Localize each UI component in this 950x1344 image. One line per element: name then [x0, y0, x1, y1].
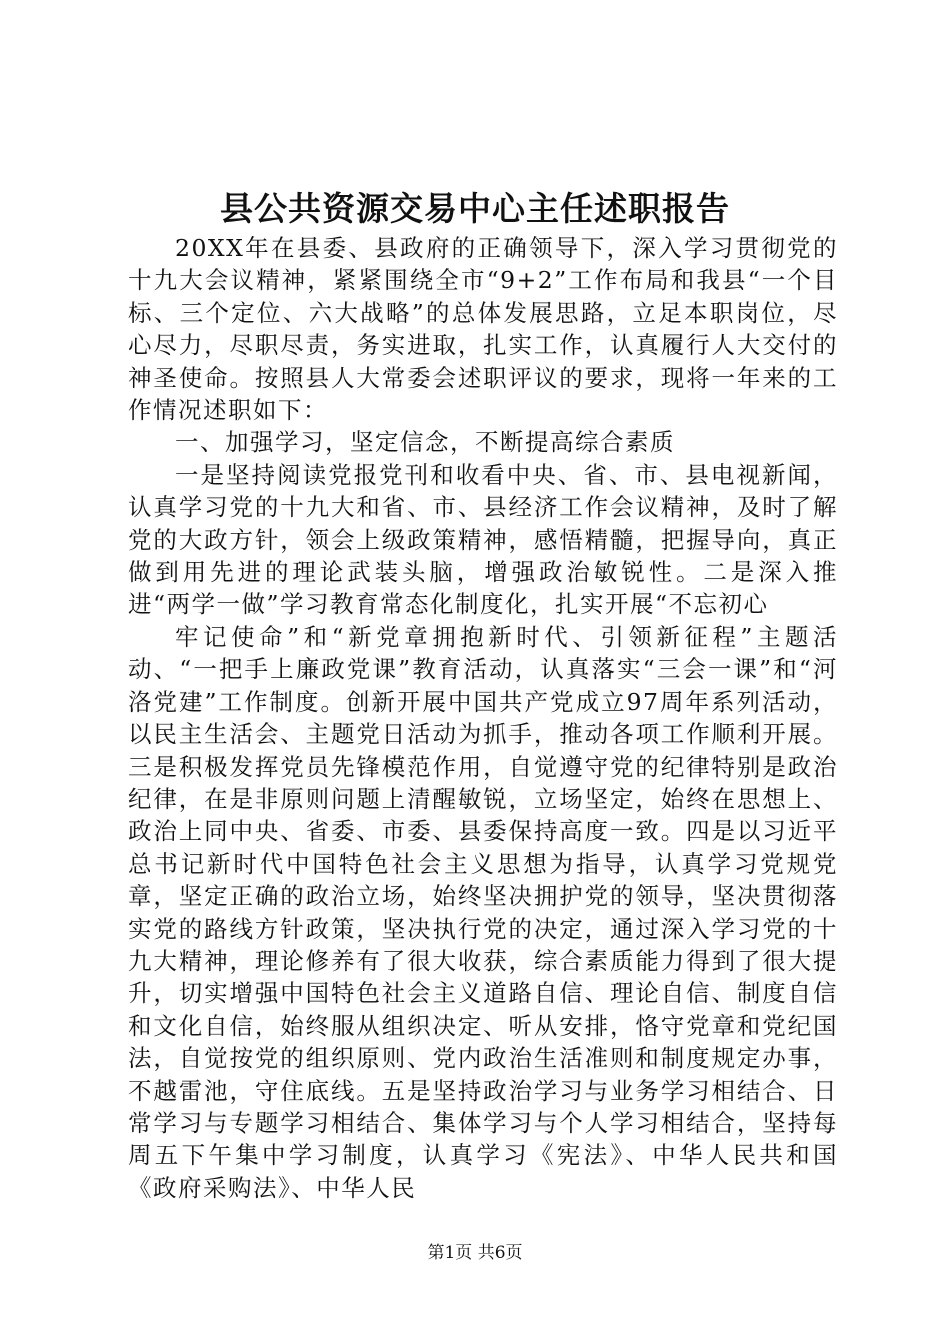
section-heading: 一、加强学习，坚定信念，不断提高综合素质 [175, 428, 675, 457]
document-body [128, 232, 838, 1204]
document-title: 县公共资源交易中心主任述职报告 [220, 189, 730, 228]
body-paragraph: 一是坚持阅读党报党刊和收看中央、省、市、县电视新闻，认真学习党的十九大和省、市、县经济工作会议精神，及时了解党的大政方针，领会上级政策精神，感悟精髓，把握导向，真正做到用先进的理论武装头脑，增强政治敏锐性。二是深入推进“两学一做”学习教育常态化制度化，扎实开展“不忘初心 [128, 460, 838, 619]
page-number-footer: 第1页 共6页 [427, 1243, 523, 1263]
body-paragraph: 牢记使命”和“新党章拥抱新时代、引领新征程”主题活动、“一把手上廉政党课”教育活动，认真落实“三会一课”和“河洛党建”工作制度。创新开展中国共产党成立97周年系列活动，以民主生活会、主题党日活动为抓手，推动各项工作顺利开展。三是积极发挥党员先锋模范作用，自觉遵守党的纪律特别是政治纪律，在是非原则问题上清醒敏锐，立场坚定，始终在思想上、政治上同中央、省委、市委、县委保持高度一致。四是以习近平总书记新时代中国特色社会主义思想为指导，认真学习党规党章，坚定正确的政治立场，始终坚决拥护党的领导，坚决贯彻落实党的路线方针政策，坚决执行党的决定，通过深入学习党的十九大精神，理论修养有了很大收获，综合素质能力得到了很大提升，切实增强中国特色社会主义道路自信、理论自信、制度自信和文化自信，始终服从组织决定、听从安排，恪守党章和党纪国法，自觉按党的组织原则、党内政治生活准则和制度规定办事，不越雷池，守住底线。五是坚持政治学习与业务学习相结合、日常学习与专题学习相结合、集体学习与个人学习相结合，坚持每周五下午集中学习制度，认真学习《宪法》、中华人民共和国《政府采购法》、中华人民 [128, 622, 838, 1202]
intro-paragraph: 20XX年在县委、县政府的正确领导下，深入学习贯彻党的十九大会议精神，紧紧围绕全市“9+2”工作布局和我县“一个目标、三个定位、六大战略”的总体发展思路，立足本职岗位，尽心尽力，尽职尽责，务实进取，扎实工作，认真履行人大交付的神圣使命。按照县人大常委会述职评议的要求，现将一年来的工作情况述职如下： [128, 234, 838, 425]
